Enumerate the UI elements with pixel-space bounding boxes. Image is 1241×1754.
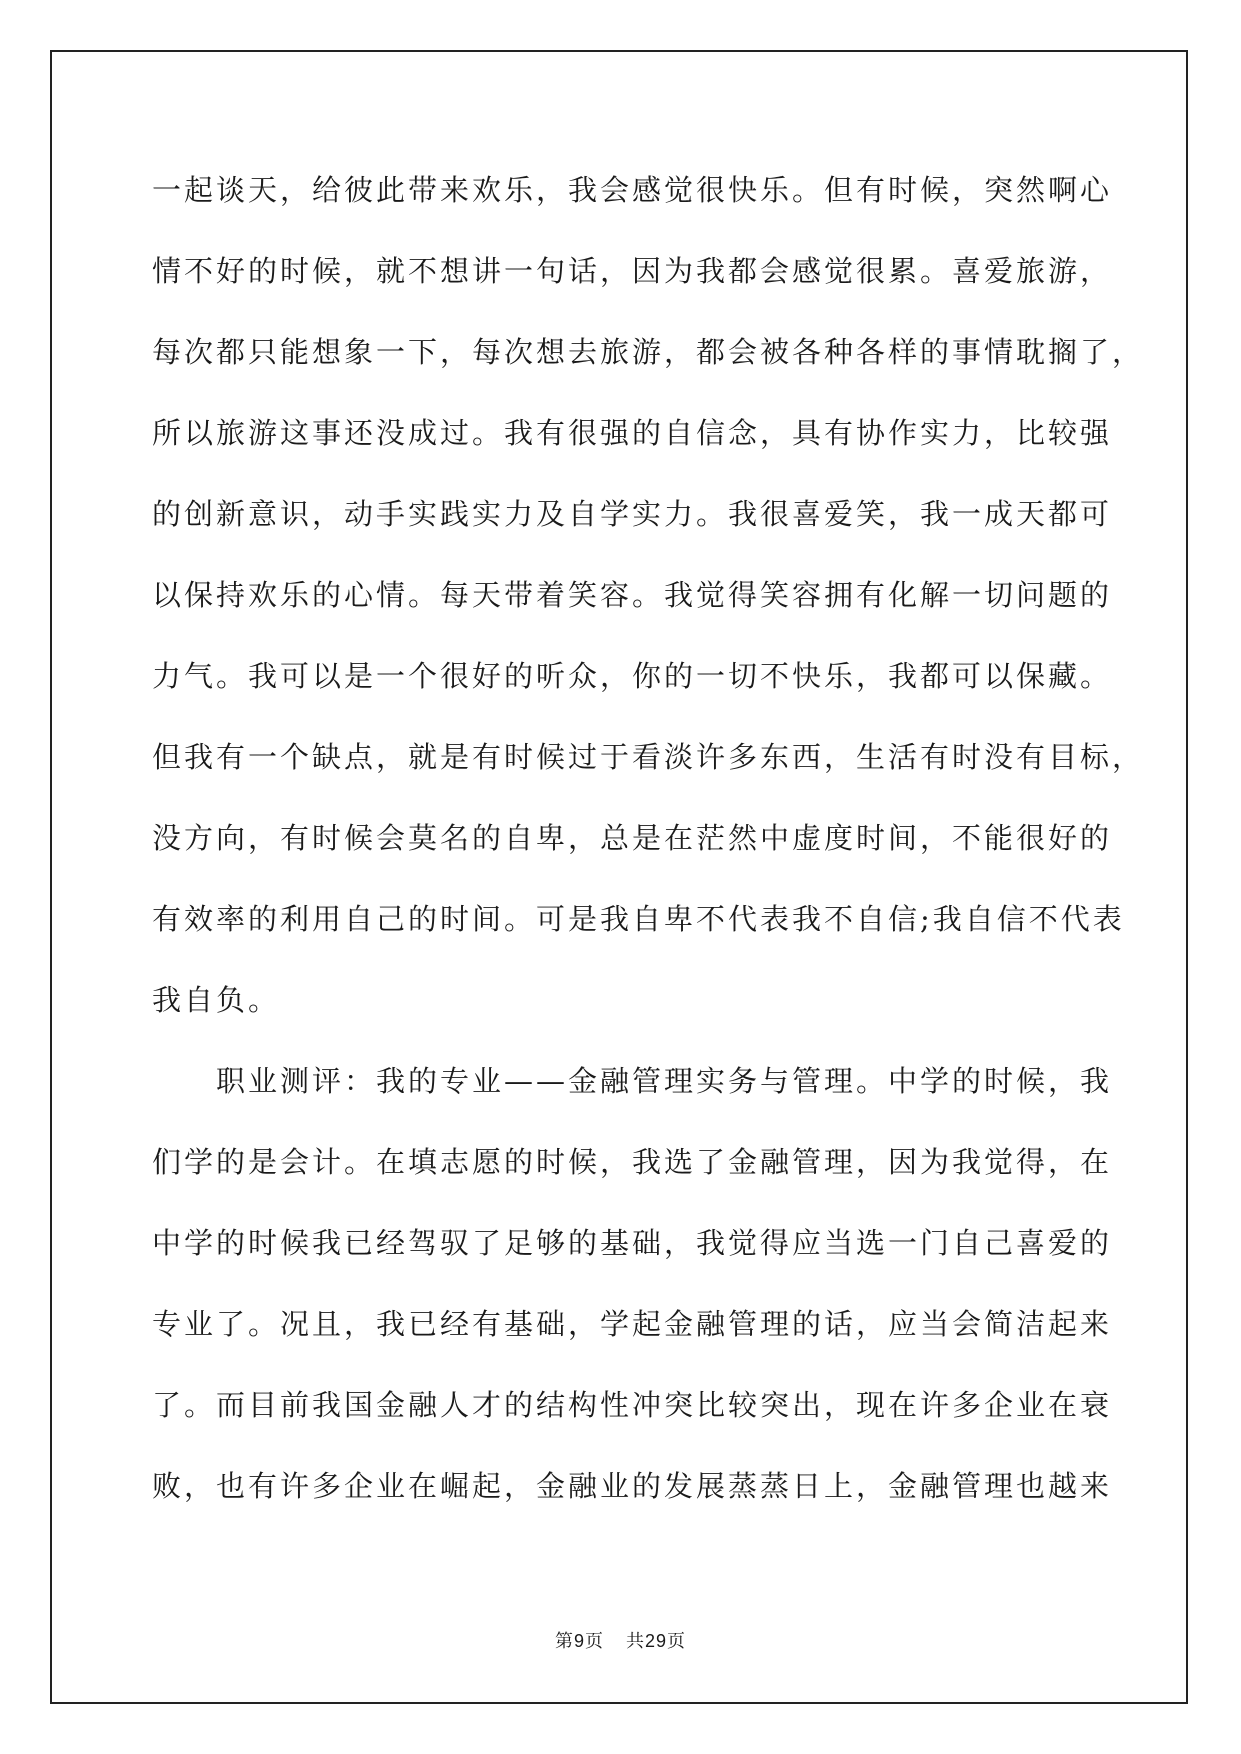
text-line: 但我有一个缺点，就是有时候过于看淡许多东西，生活有时没有目标， [152, 740, 1145, 774]
total-pages: 29 [644, 1631, 668, 1651]
text-line: 有效率的利用自己的时间。可是我自卑不代表我不自信;我自信不代表 [152, 902, 1125, 936]
text-line: 以保持欢乐的心情。每天带着笑容。我觉得笑容拥有化解一切问题的 [152, 578, 1113, 612]
text-line: 没方向，有时候会莫名的自卑，总是在茫然中虚度时间，不能很好的 [152, 821, 1113, 855]
text-line: 败，也有许多企业在崛起，金融业的发展蒸蒸日上，金融管理也越来 [152, 1469, 1113, 1503]
text-line: 们学的是会计。在填志愿的时候，我选了金融管理，因为我觉得，在 [152, 1145, 1113, 1179]
page-suffix: 页 [584, 1631, 604, 1651]
text-line: 力气。我可以是一个很好的听众，你的一切不快乐，我都可以保藏。 [152, 659, 1113, 693]
page-footer [0, 1627, 1241, 1653]
total-suffix: 页 [667, 1631, 687, 1651]
text-line: 的创新意识，动手实践实力及自学实力。我很喜爱笑，我一成天都可 [152, 497, 1113, 531]
page-number: 9 [573, 1631, 585, 1651]
body-paragraph-2 [152, 1041, 1113, 1527]
text-line: 专业了。况且，我已经有基础，学起金融管理的话，应当会简洁起来 [152, 1307, 1113, 1341]
text-line: 了。而目前我国金融人才的结构性冲突比较突出，现在许多企业在衰 [152, 1388, 1113, 1422]
text-line: 职业测评：我的专业——金融管理实务与管理。中学的时候，我 [152, 1064, 1113, 1098]
text-line: 中学的时候我已经驾驭了足够的基础，我觉得应当选一门自己喜爱的 [152, 1226, 1113, 1260]
text-line: 一起谈天，给彼此带来欢乐，我会感觉很快乐。但有时候，突然啊心 [152, 173, 1113, 207]
text-line: 每次都只能想象一下，每次想去旅游，都会被各种各样的事情耽搁了， [152, 335, 1145, 369]
text-line: 所以旅游这事还没成过。我有很强的自信念，具有协作实力，比较强 [152, 416, 1113, 450]
total-prefix: 共 [625, 1631, 645, 1651]
page-prefix: 第 [554, 1631, 574, 1651]
text-line: 情不好的时候，就不想讲一句话，因为我都会感觉很累。喜爱旅游， [152, 254, 1113, 288]
body-paragraph-1 [152, 150, 1145, 1041]
text-line: 我自负。 [152, 983, 281, 1017]
